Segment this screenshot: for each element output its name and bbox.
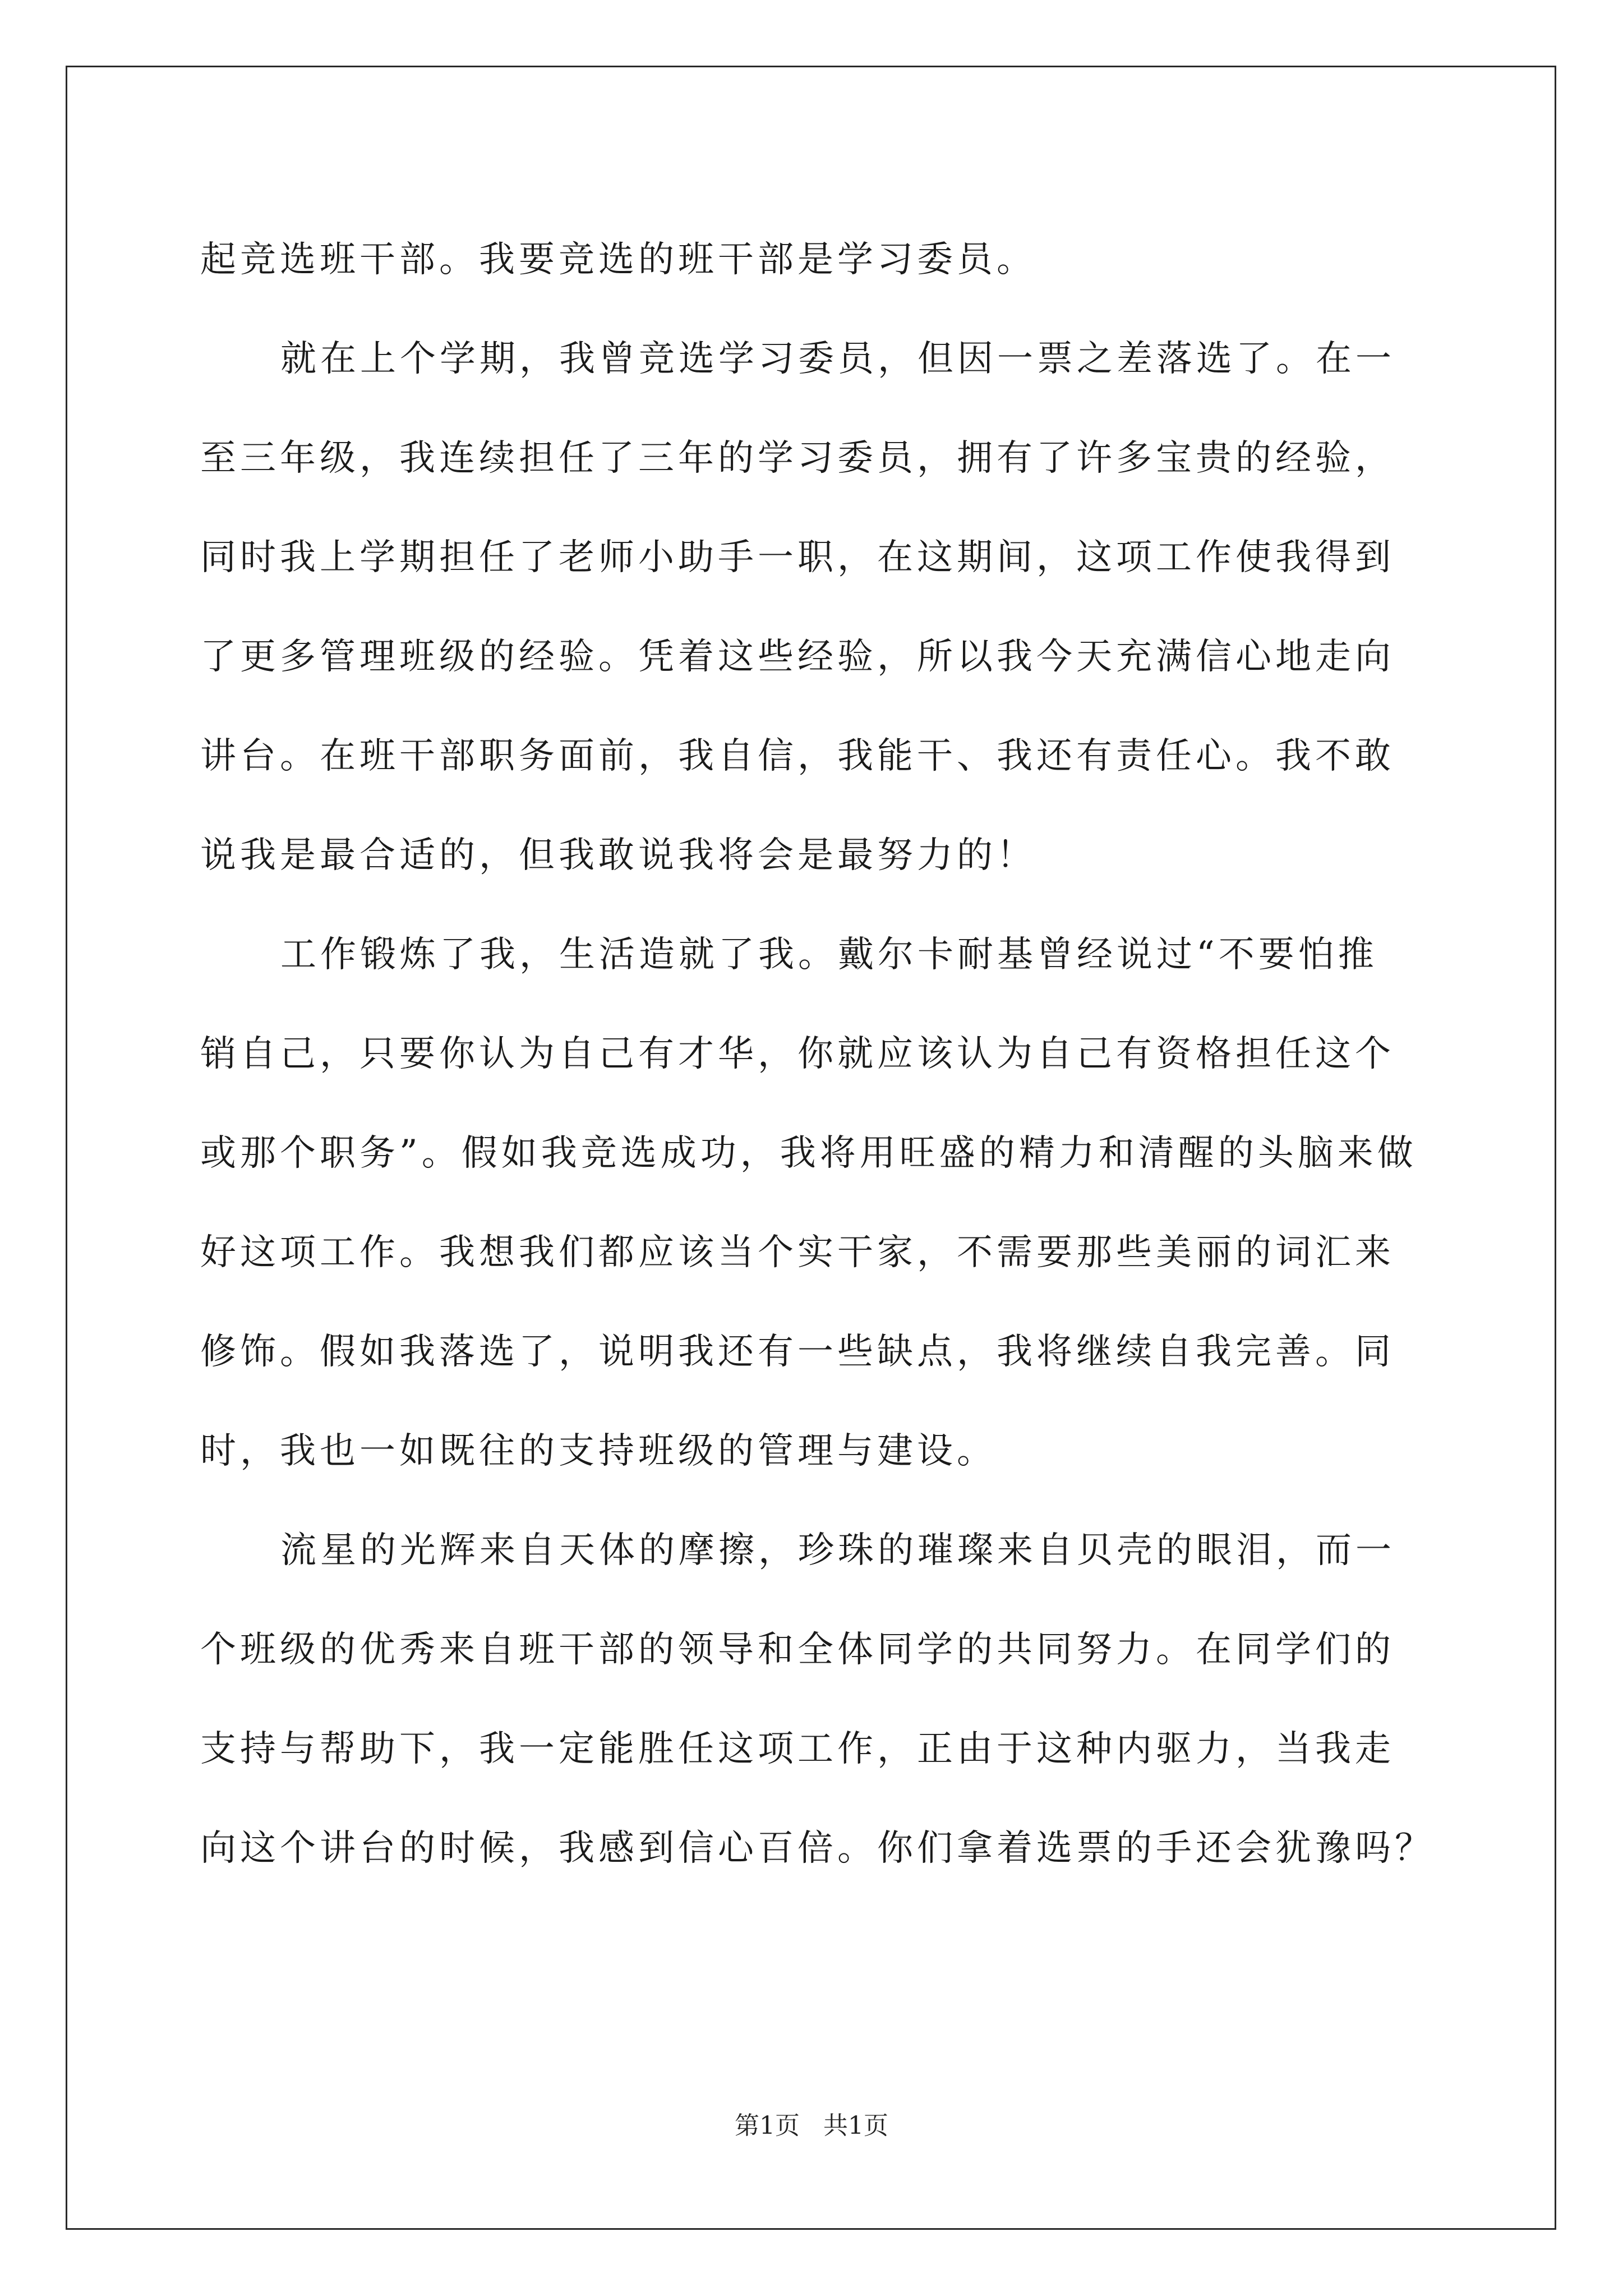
text-line: 支持与帮助下，我一定能胜任这项工作，正由于这种内驱力，当我走 <box>200 1728 1395 1770</box>
text-line: 说我是最合适的，但我敢说我将会是最努力的！ <box>200 835 1036 876</box>
text-line: 时，我也一如既往的支持班级的管理与建设。 <box>200 1430 997 1472</box>
paragraph-start-line: 流星的光辉来自天体的摩擦，珍珠的璀璨来自贝壳的眼泪，而一 <box>280 1530 1395 1571</box>
paragraph-start-line: 工作锻炼了我，生活造就了我。戴尔卡耐基曾经说过“不要怕推 <box>280 934 1378 976</box>
text-line: 起竞选班干部。我要竞选的班干部是学习委员。 <box>200 239 1036 280</box>
text-line: 销自己，只要你认为自己有才华，你就应该认为自己有资格担任这个 <box>200 1033 1395 1075</box>
paragraph-start-line: 就在上个学期，我曾竞选学习委员，但因一票之差落选了。在一 <box>280 338 1395 380</box>
document-body <box>200 210 1434 1898</box>
text-line: 讲台。在班干部职务面前，我自信，我能干、我还有责任心。我不敢 <box>200 735 1395 777</box>
text-line: 了更多管理班级的经验。凭着这些经验，所以我今天充满信心地走向 <box>200 636 1395 678</box>
text-line: 好这项工作。我想我们都应该当个实干家，不需要那些美丽的词汇来 <box>200 1232 1395 1273</box>
text-line: 同时我上学期担任了老师小助手一职，在这期间，这项工作使我得到 <box>200 537 1395 578</box>
text-line: 修饰。假如我落选了，说明我还有一些缺点，我将继续自我完善。同 <box>200 1331 1395 1373</box>
text-line: 至三年级，我连续担任了三年的学习委员，拥有了许多宝贵的经验， <box>200 438 1395 479</box>
text-line: 个班级的优秀来自班干部的领导和全体同学的共同努力。在同学们的 <box>200 1629 1395 1671</box>
text-line: 向这个讲台的时候，我感到信心百倍。你们拿着选票的手还会犹豫吗？ <box>200 1828 1435 1869</box>
text-line: 或那个职务”。假如我竞选成功，我将用旺盛的精力和清醒的头脑来做 <box>200 1133 1417 1174</box>
page-number-footer: 第1页 共1页 <box>735 2111 888 2140</box>
